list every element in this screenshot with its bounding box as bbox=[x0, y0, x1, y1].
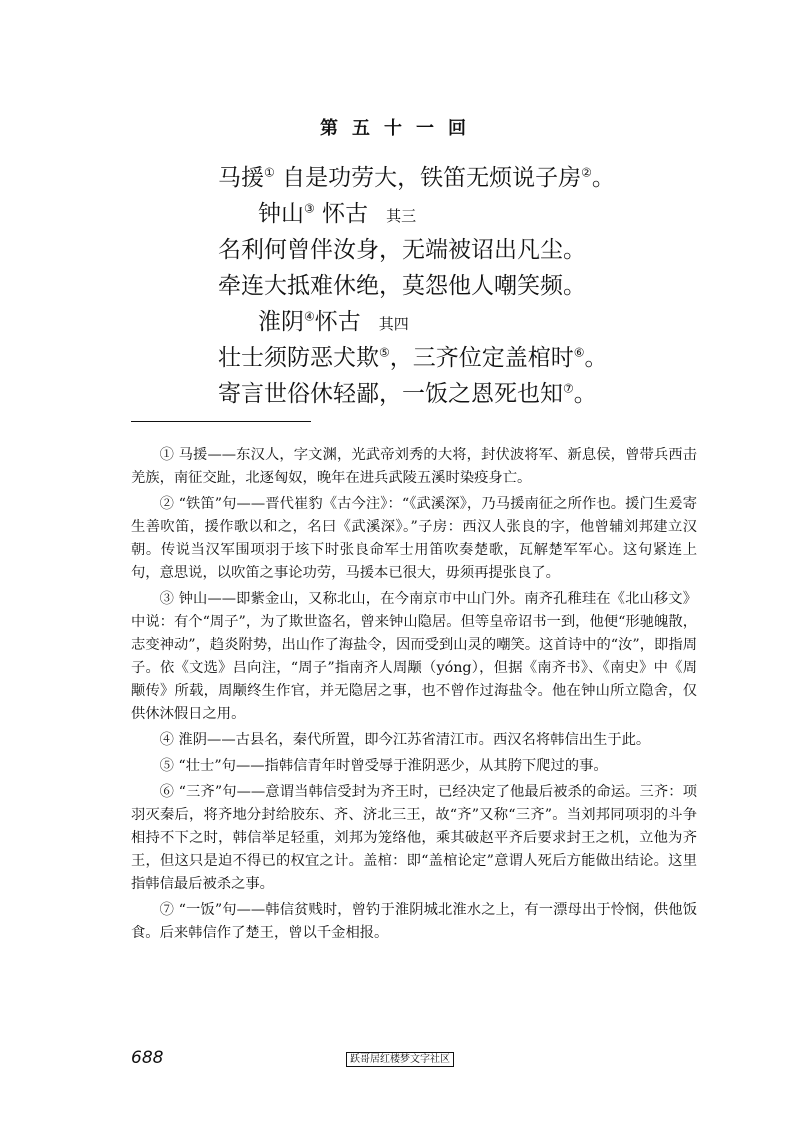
poem-line: 牵连大抵难休绝，莫怨他人嘲笑频。 bbox=[218, 273, 586, 299]
poem-block bbox=[218, 160, 698, 412]
footnote: ⑦ “一饭”句——韩信贫贱时，曾钓于淮阴城北淮水之上，有一漂母出于怜悯，供他饭食。后来韩信作了楚王，曾以千金相报。 bbox=[131, 902, 697, 941]
footnote: ① 马援——东汉人，字文渊，光武帝刘秀的大将，封伏波将军、新息侯，曾带兵西击羌族，南征交趾，北逐匈奴，晚年在进兵武陵五溪时染疫身亡。 bbox=[131, 447, 697, 486]
footnotes bbox=[131, 444, 697, 948]
poem-subtitle: 钟山③ 怀古 其三 bbox=[258, 201, 417, 227]
page-number: 688 bbox=[131, 1048, 164, 1068]
footnote: ⑥ “三齐”句——意谓当韩信受封为齐王时，已经决定了他最后被杀的命运。三齐：项羽灭秦后，将齐地分封给胶东、齐、济北三王，故“齐”又称“三齐”。当刘邦同项羽的斗争相持不下之时，韩信举足轻重，刘邦为笼络他，乘其破赵平齐后要求封王之机，立他为齐王，但这只是迫不得已的权宜之计。盖棺：即“盖棺论定”意谓人死后方能做出结论。这里指韩信最后被杀之事。 bbox=[131, 784, 697, 892]
poem-line: 马援① 自是功劳大，铁笛无烦说子房②。 bbox=[218, 165, 615, 191]
poem-line: 名利何曾伴汝身，无端被诏出凡尘。 bbox=[218, 237, 586, 263]
footnote-divider bbox=[131, 421, 311, 422]
footnote: ③ 钟山——即紫金山，又称北山，在今南京市中山门外。南齐孔稚珪在《北山移文》中说：有个“周子”，为了欺世盗名，曾来钟山隐居。但等皇帝诏书一到，他便“形驰魄散，志变神动”，趋炎附势，出山作了海盐令，因而受到山灵的嘲笑。这首诗中的“汝”，即指周子。依《文选》吕向注，“周子”指南齐人周颙（yóng），但据《南齐书》、《南史》中《周颙传》所载，周颙终生作官，并无隐居之事，也不曾作过海盐令。他在钟山所立隐舍，仅供休沐假日之用。 bbox=[131, 591, 697, 722]
poem-line: 寄言世俗休轻鄙，一饭之恩死也知⑦。 bbox=[218, 381, 597, 407]
footnote: ② “铁笛”句——晋代崔豹《古今注》：“《武溪深》，乃马援南征之所作也。援门生爰寄生善吹笛，援作歌以和之，名曰《武溪深》。”子房：西汉人张良的字，他曾辅刘邦建立汉朝。传说当汉军围项羽于垓下时张良命军士用笛吹奏楚歌，瓦解楚军军心。这句紧连上句，意思说，以吹笛之事论功劳，马援本已很大，毋须再提张良了。 bbox=[131, 496, 697, 581]
poem-line: 壮士须防恶犬欺⑤，三齐位定盖棺时⑥。 bbox=[218, 345, 608, 371]
footnote: ④ 淮阴——古县名，秦代所置，即今江苏省清江市。西汉名将韩信出生于此。 bbox=[159, 732, 651, 748]
watermark-stamp: 跃哥居红楼梦文字社区 bbox=[346, 1052, 454, 1067]
footnote: ⑤ “壮士”句——指韩信青年时曾受辱于淮阴恶少，从其胯下爬过的事。 bbox=[159, 758, 608, 774]
chapter-header: 第五十一回 bbox=[320, 118, 480, 139]
poem-subtitle: 淮阴④怀古 其四 bbox=[258, 309, 409, 335]
page-footer bbox=[131, 1048, 697, 1072]
